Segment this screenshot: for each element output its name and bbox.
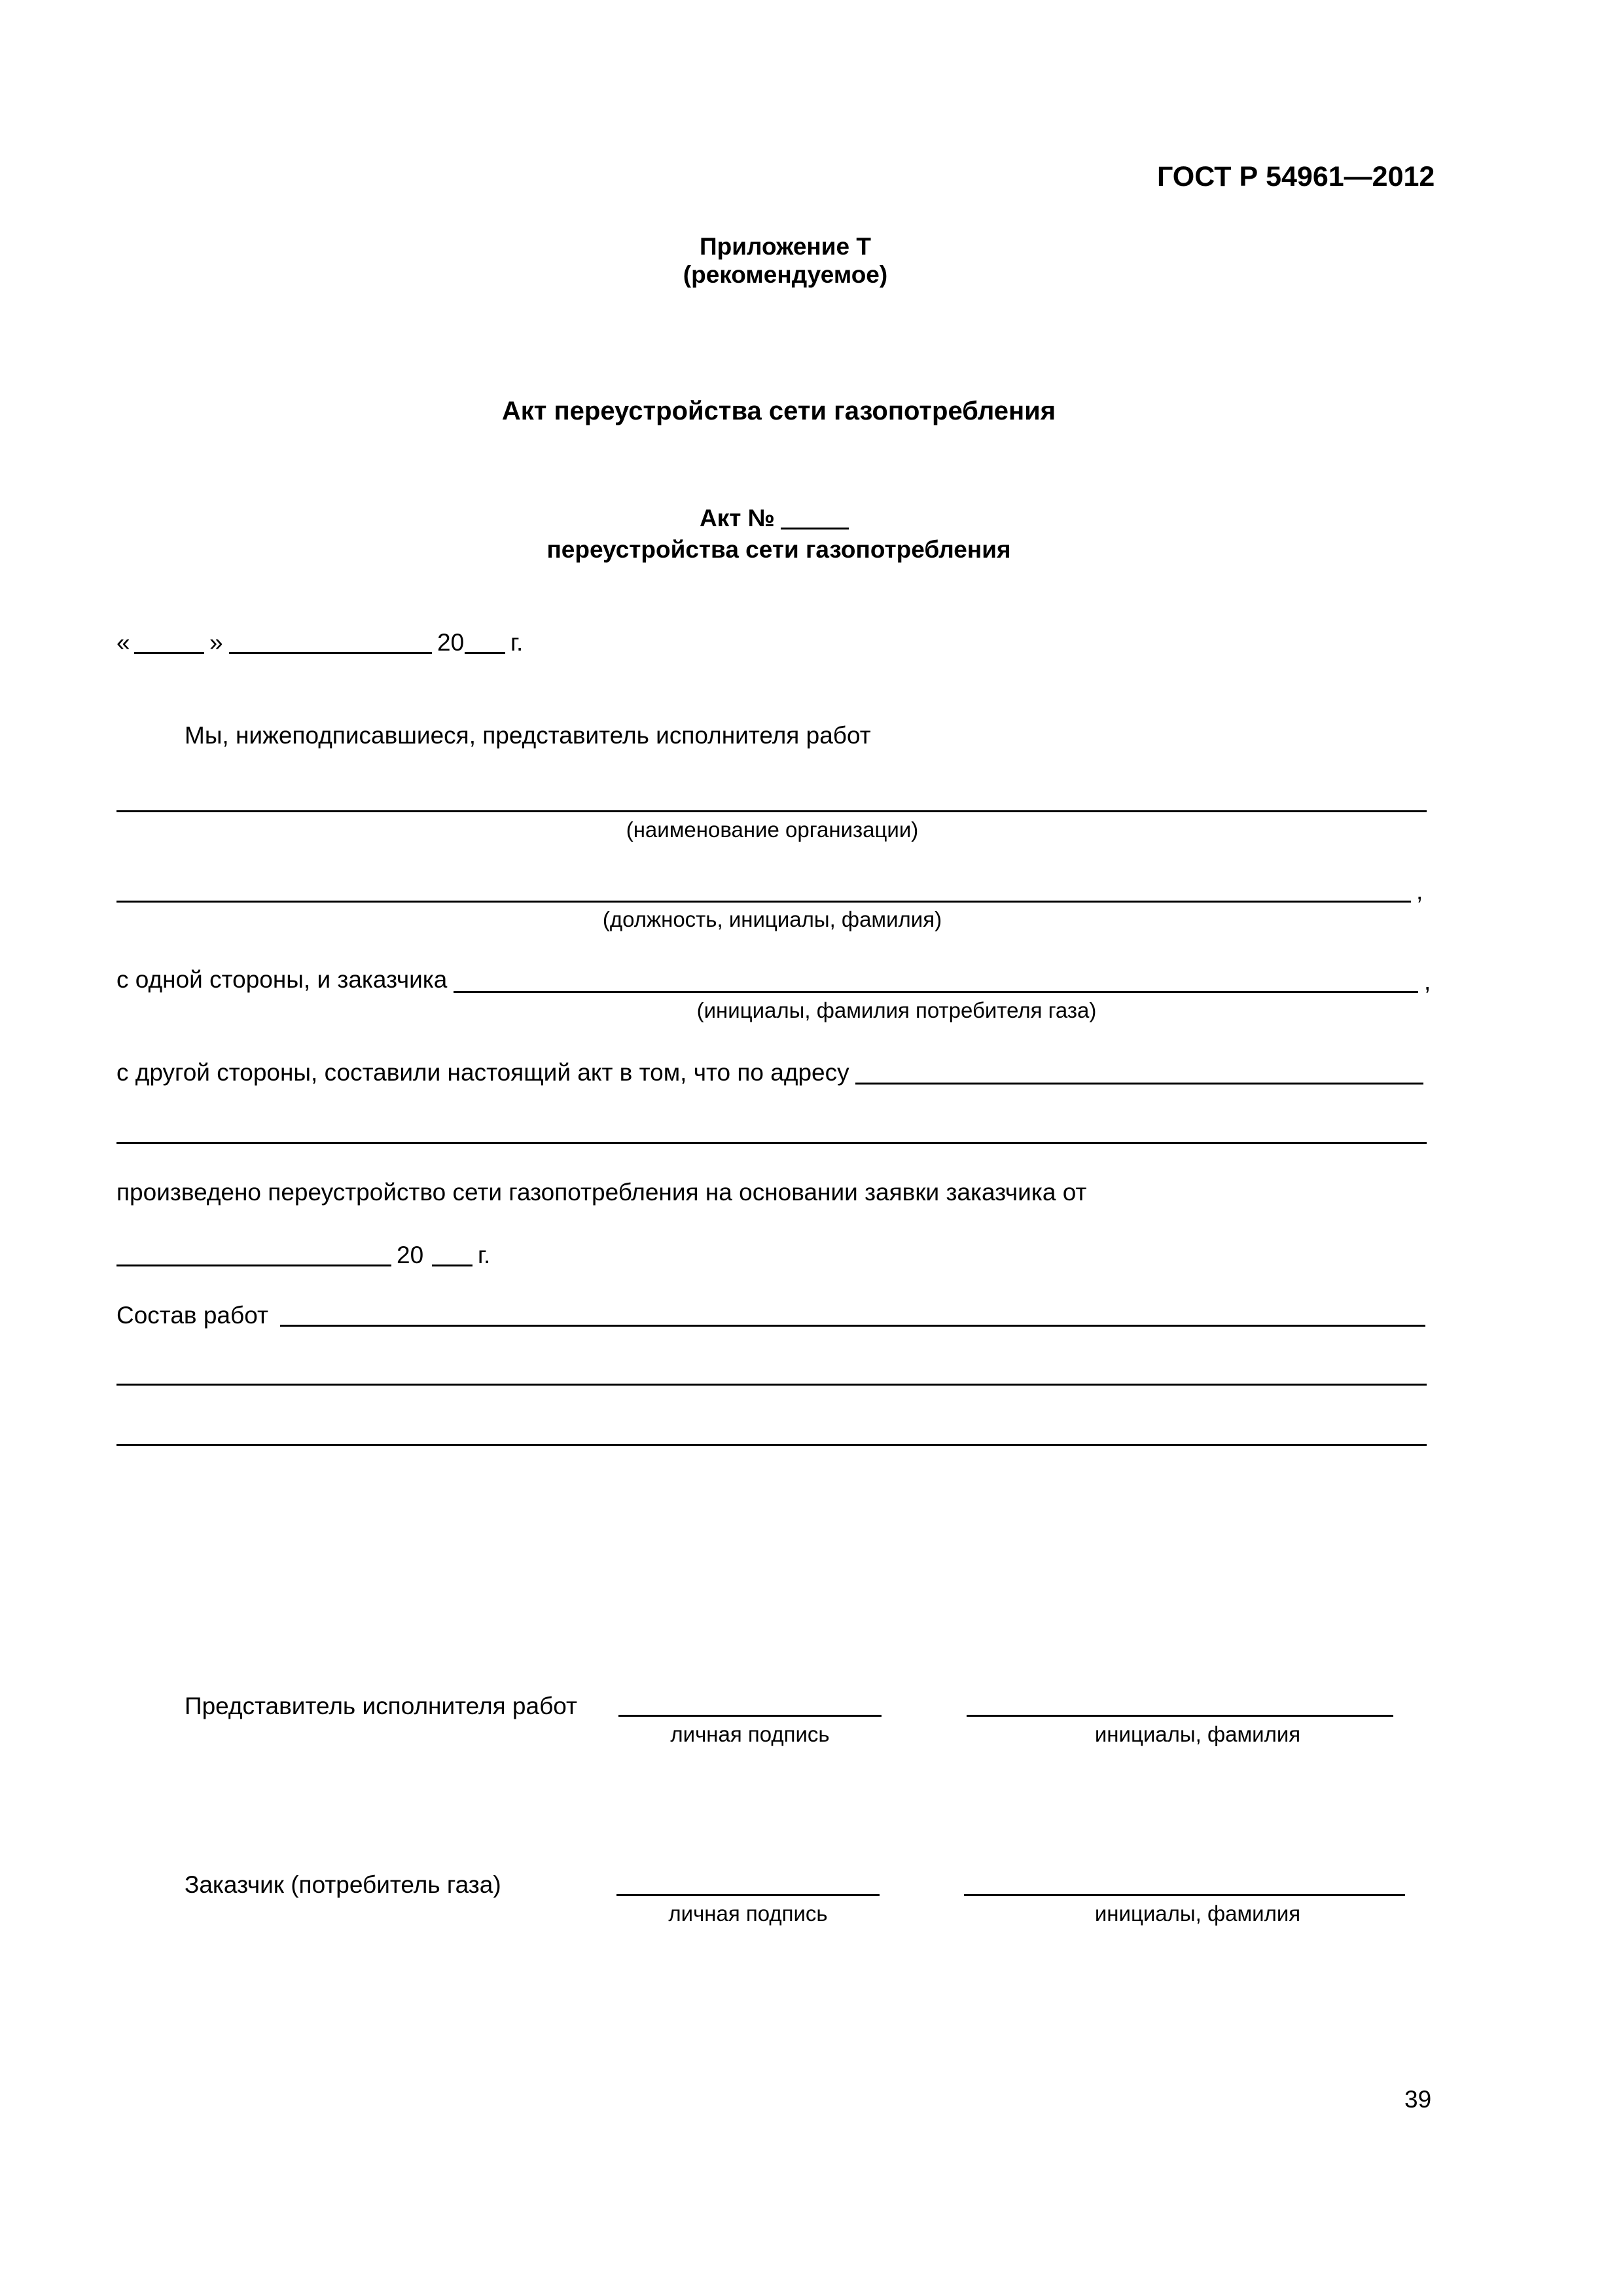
intro-text: Мы, нижеподписавшиеся, представитель исполнителя работ [185,722,871,749]
request-year-suffix: г. [478,1242,491,1268]
date-open-quote: « [116,629,130,656]
works-field-1[interactable] [280,1325,1425,1327]
executor-signature-field[interactable] [618,1715,882,1717]
document-title: Акт переустройства сети газопотребления [501,397,1056,425]
customer-name-caption: инициалы, фамилия [1094,1901,1301,1926]
request-year-field[interactable] [432,1265,473,1266]
act-number-field[interactable] [781,528,849,529]
customer-comma: , [1424,968,1431,995]
executor-name-caption: инициалы, фамилия [1094,1722,1301,1746]
address-prefix: с другой стороны, составили настоящий акт в том, что по адресу [116,1059,849,1086]
date-year-prefix: 20 [437,629,465,656]
executor-signature-label: Представитель исполнителя работ [185,1693,577,1719]
standard-designation: ГОСТ Р 54961—2012 [1157,161,1435,192]
customer-name-field[interactable] [964,1894,1405,1896]
position-comma: , [1416,878,1423,905]
date-day-field[interactable] [134,652,204,654]
works-field-2[interactable] [116,1384,1427,1386]
reconstruction-text: произведено переустройство сети газопотребления на основании заявки заказчика от [116,1179,1087,1206]
customer-signature-field[interactable] [616,1894,880,1896]
customer-signature-label: Заказчик (потребитель газа) [185,1871,501,1898]
customer-signature-caption: личная подпись [668,1901,828,1926]
appendix-title: Приложение Т [700,233,871,260]
customer-caption: (инициалы, фамилия потребителя газа) [696,998,1097,1022]
customer-field[interactable] [454,991,1418,993]
position-caption: (должность, инициалы, фамилия) [602,907,942,931]
act-number-label: Акт № [700,505,775,531]
act-subtitle: переустройства сети газопотребления [546,536,1011,563]
position-field[interactable] [116,901,1411,903]
date-year-suffix: г. [510,629,524,656]
date-close-quote: » [209,629,223,656]
appendix-status: (рекомендуемое) [683,261,888,288]
customer-prefix: с одной стороны, и заказчика [116,966,448,993]
request-year-prefix: 20 [397,1242,424,1268]
works-field-3[interactable] [116,1444,1427,1446]
page-number: 39 [1404,2086,1432,2113]
organization-field[interactable] [116,810,1427,812]
date-month-field[interactable] [229,652,432,654]
executor-signature-caption: личная подпись [670,1722,830,1746]
request-date-field[interactable] [116,1265,391,1266]
date-year-field[interactable] [465,652,505,654]
address-field[interactable] [855,1083,1423,1085]
executor-name-field[interactable] [967,1715,1393,1717]
address-field-continued[interactable] [116,1142,1427,1144]
works-label: Состав работ [116,1302,268,1329]
organization-caption: (наименование организации) [626,817,919,842]
